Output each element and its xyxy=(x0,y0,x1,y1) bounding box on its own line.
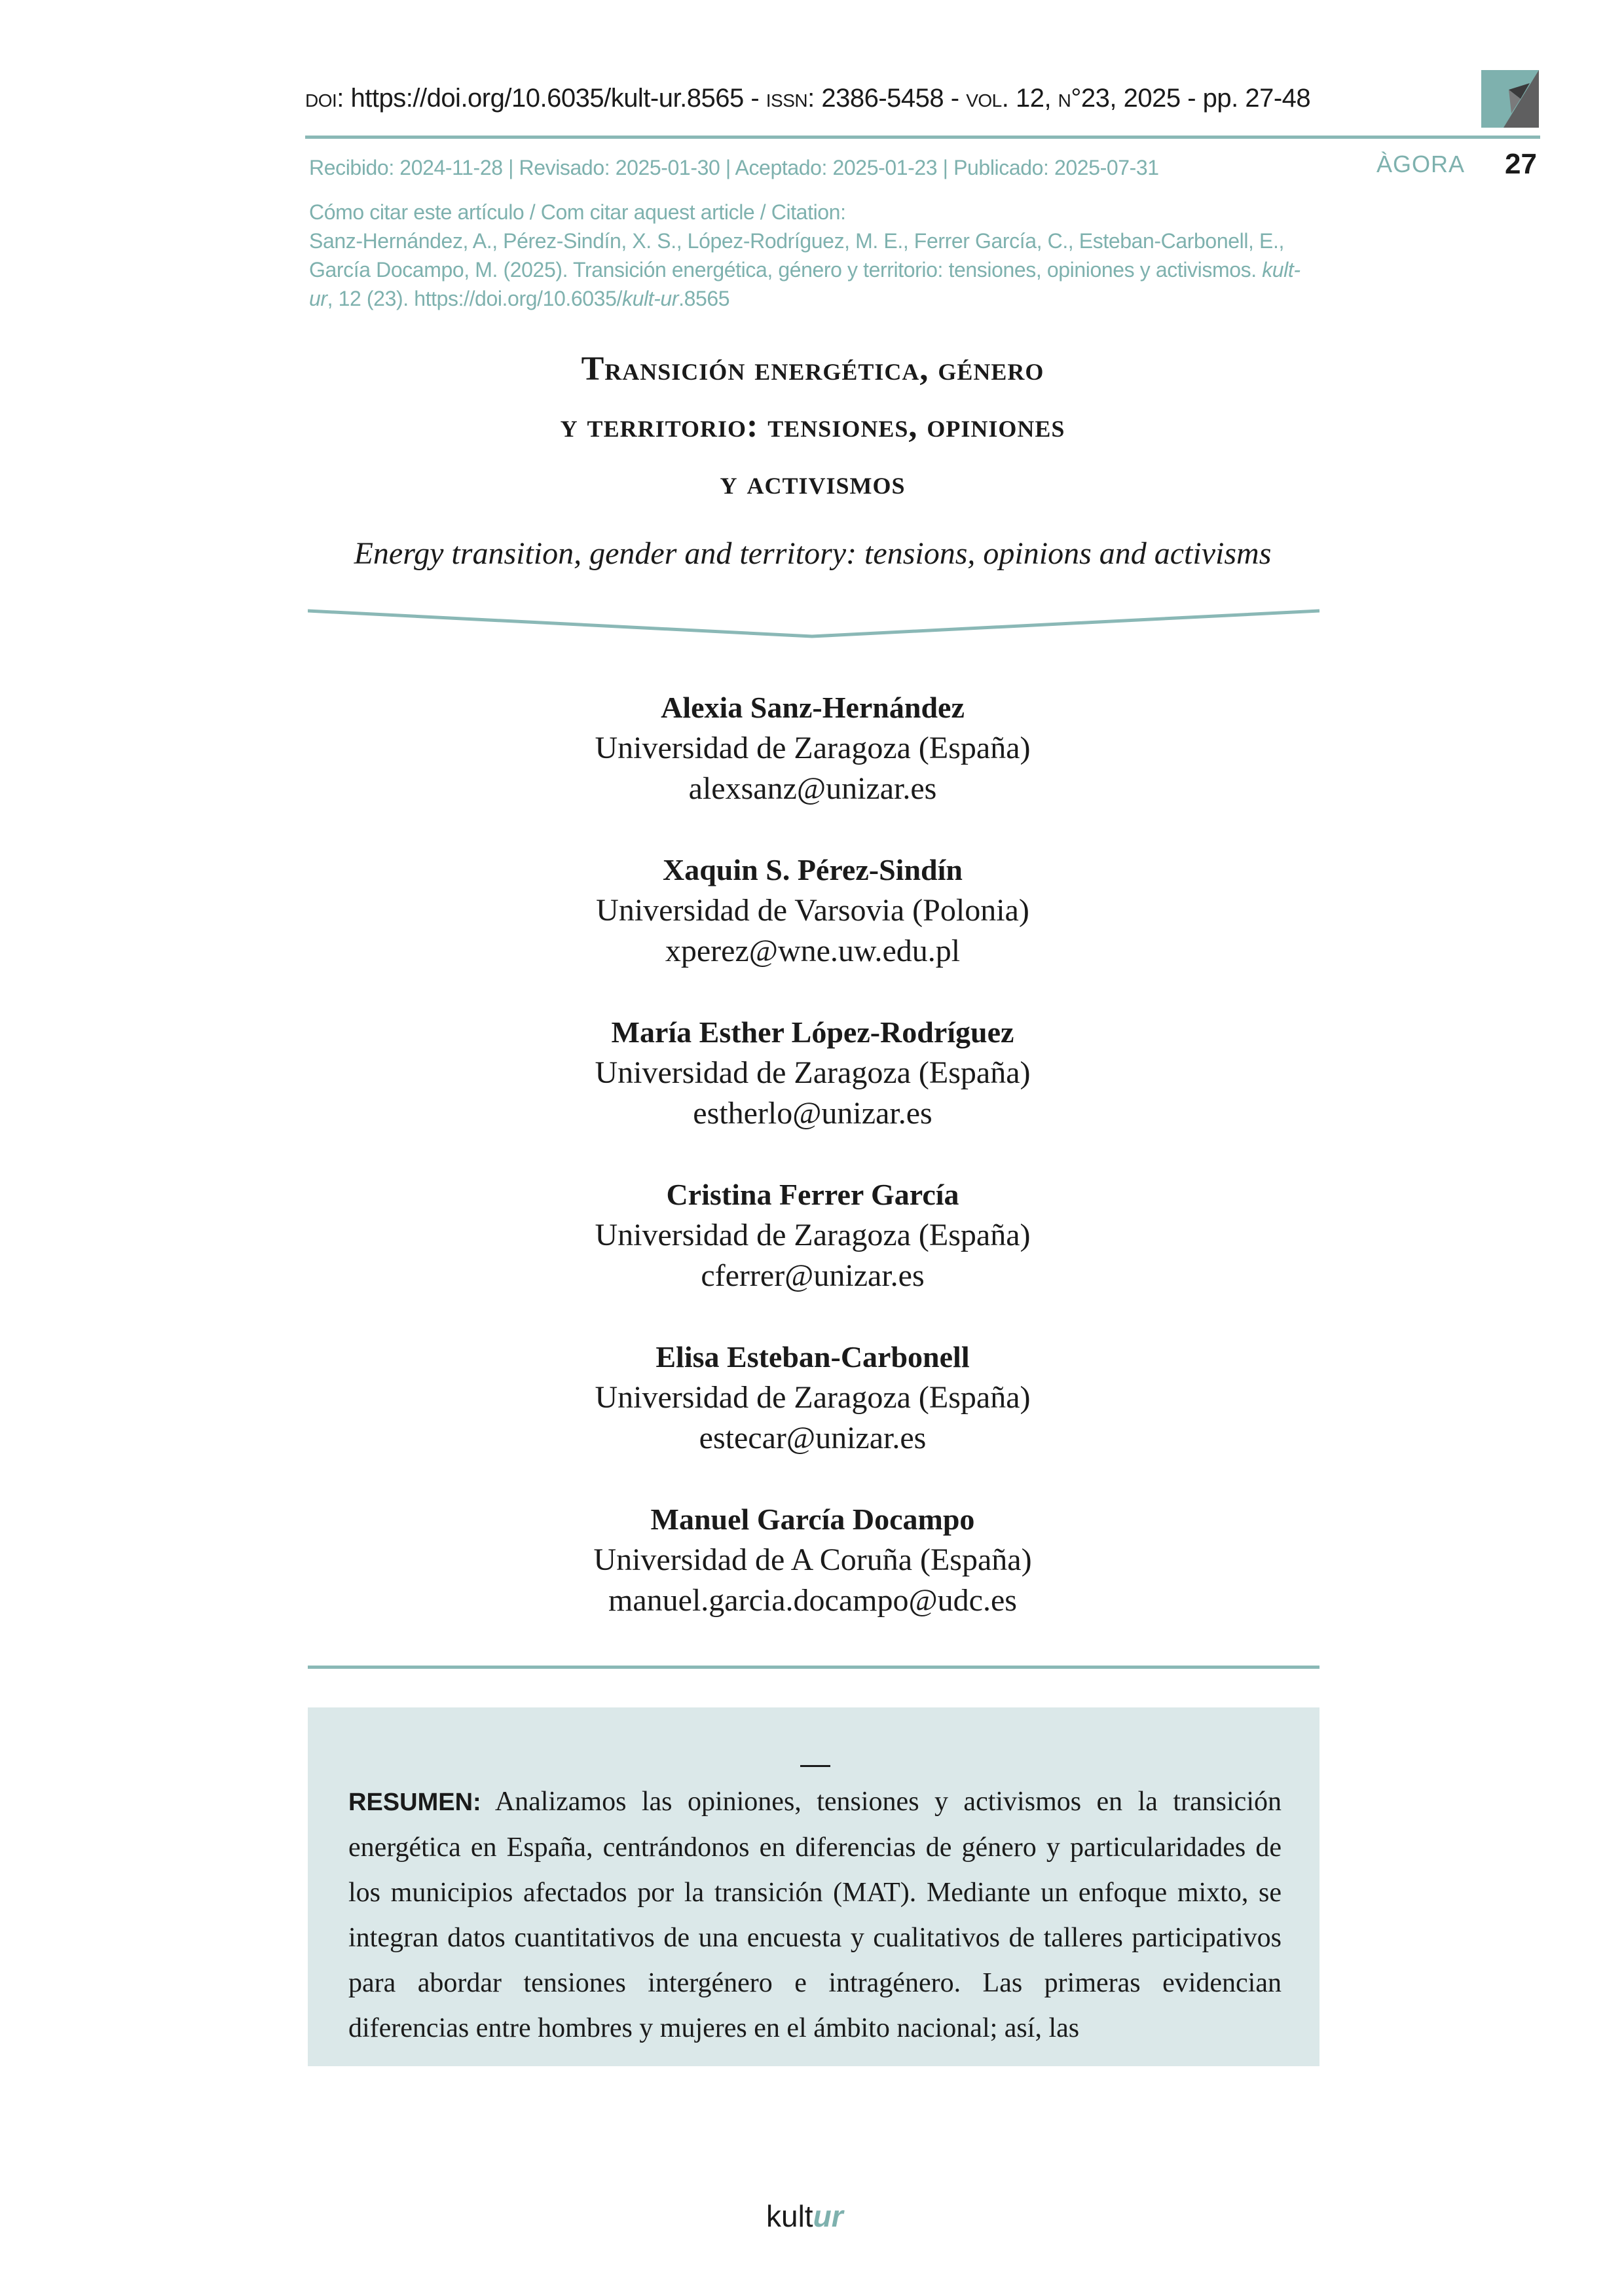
author-email[interactable]: manuel.garcia.docampo@udc.es xyxy=(608,1583,1017,1618)
author-name: Manuel García Docampo xyxy=(650,1503,975,1536)
author-entry xyxy=(305,687,1320,809)
author-name: Alexia Sanz-Hernández xyxy=(661,691,965,724)
author-name: María Esther López-Rodríguez xyxy=(611,1015,1014,1049)
citation-body: Sanz-Hernández, A., Pérez-Sindín, X. S., López-Rodríguez, M. E., Ferrer García, C., Esteban-Carbonell, E., García Docampo, M. (2025). Transición energética, género y territorio: tensiones, opiniones y activismos. xyxy=(309,229,1284,282)
title-line: y activismos xyxy=(720,464,906,501)
abstract-label: RESUMEN: xyxy=(348,1789,481,1816)
authors-divider xyxy=(308,1666,1320,1669)
author-entry xyxy=(305,1337,1320,1459)
footer-logo-main: kult xyxy=(766,2199,813,2233)
citation-text xyxy=(309,227,1318,313)
author-list xyxy=(305,687,1320,1662)
author-email[interactable]: xperez@wne.uw.edu.pl xyxy=(665,934,961,968)
author-email[interactable]: estherlo@unizar.es xyxy=(693,1096,932,1131)
publication-dates: Recibido: 2024-11-28 | Revisado: 2025-01-30 | Aceptado: 2025-01-23 | Publicado: 2025-07-31 xyxy=(309,156,1159,179)
author-name: Xaquin S. Pérez-Sindín xyxy=(663,853,963,886)
num-value: °23, 2025 - pp. 27-48 xyxy=(1071,84,1311,113)
author-affiliation: Universidad de Varsovia (Polonia) xyxy=(596,893,1029,928)
author-email[interactable]: cferrer@unizar.es xyxy=(701,1258,925,1293)
author-name: Elisa Esteban-Carbonell xyxy=(655,1340,970,1374)
title-line: y territorio: tensiones, opiniones xyxy=(560,407,1065,445)
header-divider xyxy=(305,136,1540,139)
author-entry xyxy=(305,850,1320,972)
journal-meta-line xyxy=(305,84,1310,113)
citation-doi-link[interactable]: , 12 (23). https://doi.org/10.6035/ xyxy=(327,287,622,310)
citation-block xyxy=(309,198,1318,313)
footer-journal-logo xyxy=(766,2198,843,2234)
author-affiliation: Universidad de A Coruña (España) xyxy=(593,1542,1032,1577)
abstract-dash-ornament xyxy=(800,1765,830,1767)
author-entry xyxy=(305,1012,1320,1134)
abstract-body: Analizamos las opiniones, tensiones y activismos en la transición energética en España, centrándonos en diferencias de género y particularidades de los municipios afectados por la transición (MAT). Mediante un enfoque mixto, se integran datos cuantitativos de una encuesta y cualitativos de talleres participativos para abordar tensiones intergénero e intragénero. Las primeras evidencian diferencias entre hombres y mujeres en el ámbito nacional; así, las xyxy=(348,1787,1282,2043)
author-entry xyxy=(305,1175,1320,1296)
citation-doi-journal[interactable]: kult-ur xyxy=(621,287,679,310)
footer-logo-accent: ur xyxy=(813,2199,843,2233)
abstract-text xyxy=(348,1779,1282,2051)
author-email[interactable]: alexsanz@unizar.es xyxy=(688,771,937,806)
author-affiliation: Universidad de Zaragoza (España) xyxy=(595,1055,1031,1090)
journal-logo-icon xyxy=(1481,70,1539,128)
doi-label: DOI xyxy=(305,90,337,111)
num-label: N xyxy=(1058,90,1071,111)
article-title xyxy=(305,340,1320,511)
author-name: Cristina Ferrer García xyxy=(666,1178,959,1211)
doi-link[interactable]: : https://doi.org/10.6035/kult-ur.8565 - xyxy=(337,84,766,113)
citation-doi-suffix[interactable]: .8565 xyxy=(678,287,730,310)
title-line: Transición energética, género xyxy=(581,350,1044,388)
abstract-box xyxy=(308,1707,1320,2066)
vol-value: . 12, xyxy=(1001,84,1058,113)
author-affiliation: Universidad de Zaragoza (España) xyxy=(595,731,1031,765)
chevron-divider xyxy=(308,602,1320,642)
citation-journal: kult-ur xyxy=(309,258,1301,310)
section-label: ÀGORA xyxy=(1376,151,1466,177)
author-affiliation: Universidad de Zaragoza (España) xyxy=(595,1380,1031,1415)
page-number: 27 xyxy=(1505,148,1537,180)
issn-label: ISSN xyxy=(766,90,808,111)
author-email[interactable]: estecar@unizar.es xyxy=(699,1421,927,1455)
author-affiliation: Universidad de Zaragoza (España) xyxy=(595,1218,1031,1252)
article-subtitle-english: Energy transition, gender and territory: tensions, opinions and activisms xyxy=(354,536,1272,571)
issn-value: : 2386-5458 - xyxy=(807,84,967,113)
author-entry xyxy=(305,1499,1320,1621)
citation-heading: Cómo citar este artículo / Com citar aquest article / Citation: xyxy=(309,200,846,224)
vol-label: VOL xyxy=(966,90,1002,111)
